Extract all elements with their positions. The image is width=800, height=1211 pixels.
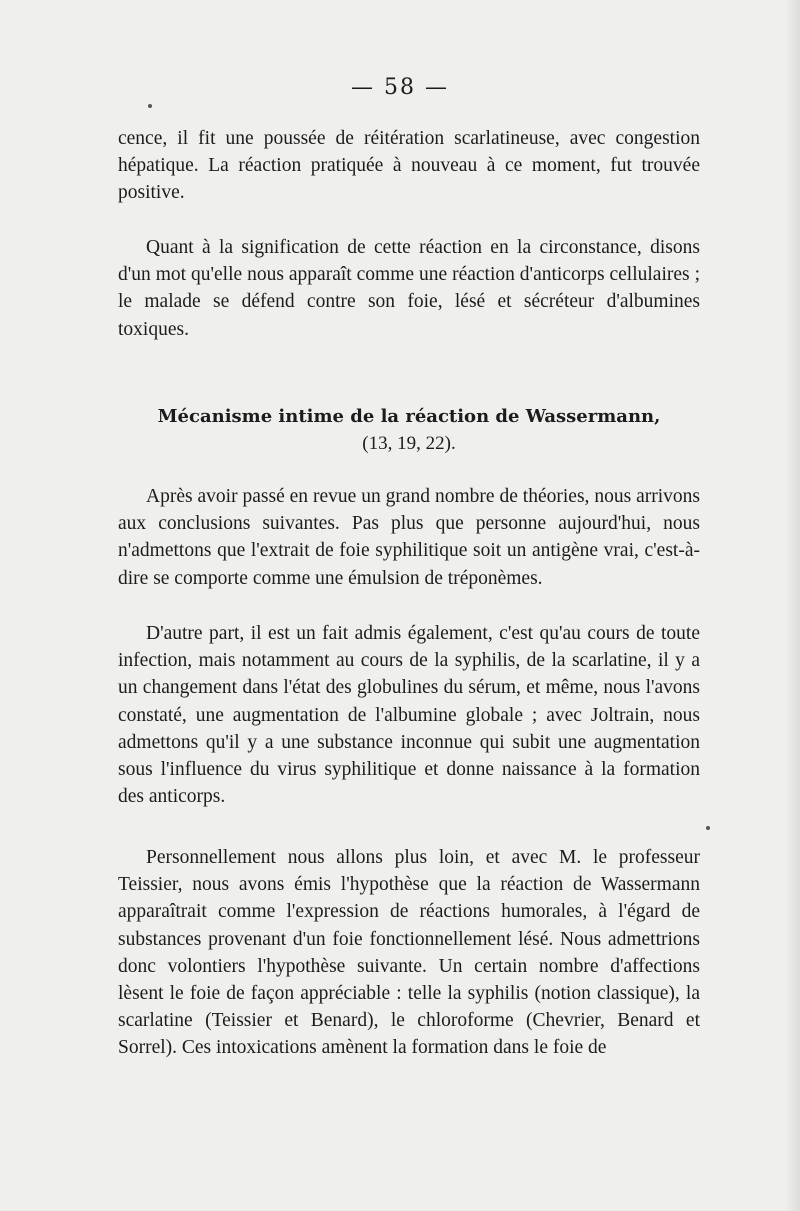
paragraph-personnellement [118, 844, 700, 1062]
paragraph-4: D'autre part, il est un fait admis également, c'est qu'au cours de toute infection, mais notamment au cours de la syphilis, de la scarlatine, il y a un changement dans l'état des globulines du sérum, et même, nous l'avons constaté, une augmentation de l'albumine globale ; avec Joltrain, nous admettons qu'il y a une substance inconnue qui subit une augmentation sous l'influence du virus syphilitique et donne naissance à la formation des anticorps. [118, 623, 700, 808]
page-edge-shadow [786, 0, 800, 1211]
paragraph-signification [118, 234, 700, 343]
paragraph-2: Quant à la signification de cette réaction en la circonstance, disons d'un mot qu'elle nous apparaît comme une réaction d'anticorps cellulaires ; le malade se défend contre son foie, lésé et sécréteur d'albumines toxiques. [118, 237, 700, 340]
print-speck [706, 826, 710, 830]
page-number: — 58 — [351, 75, 449, 100]
section-heading [118, 403, 700, 457]
section-title: Mécanisme intime de la réaction de Wassermann, [157, 406, 661, 427]
paragraph-continuation [118, 125, 700, 207]
paragraph-3: Après avoir passé en revue un grand nombre de théories, nous arrivons aux conclusions suivantes. Pas plus que personne aujourd'hui, nous n'admettons que l'extrait de foie syphilitique soit un antigène vrai, c'est-à-dire se comporte comme une émulsion de tréponèmes. [118, 486, 700, 589]
paragraph-autre-part [118, 620, 700, 810]
print-speck [148, 104, 152, 108]
paragraph-theories [118, 483, 700, 592]
paragraph-1: cence, il fit une poussée de réitération scarlatineuse, avec congestion hépatique. La réaction pratiquée à nouveau à ce moment, fut trouvée positive. [118, 128, 700, 204]
section-references: (13, 19, 22). [362, 433, 456, 454]
paragraph-5: Personnellement nous allons plus loin, et avec M. le professeur Teissier, nous avons émis l'hypothèse que la réaction de Wassermann apparaîtrait comme l'expression de réactions humorales, à l'égard de substances provenant d'un foie fonctionnellement lésé. Nous admettrions donc volontiers l'hypothèse suivante. Un certain nombre d'affections lèsent le foie de façon appréciable : telle la syphilis (notion classique), la scarlatine (Teissier et Benard), le chloroforme (Chevrier, Benard et Sorrel). Ces intoxications amènent la formation dans le foie de [118, 847, 700, 1059]
